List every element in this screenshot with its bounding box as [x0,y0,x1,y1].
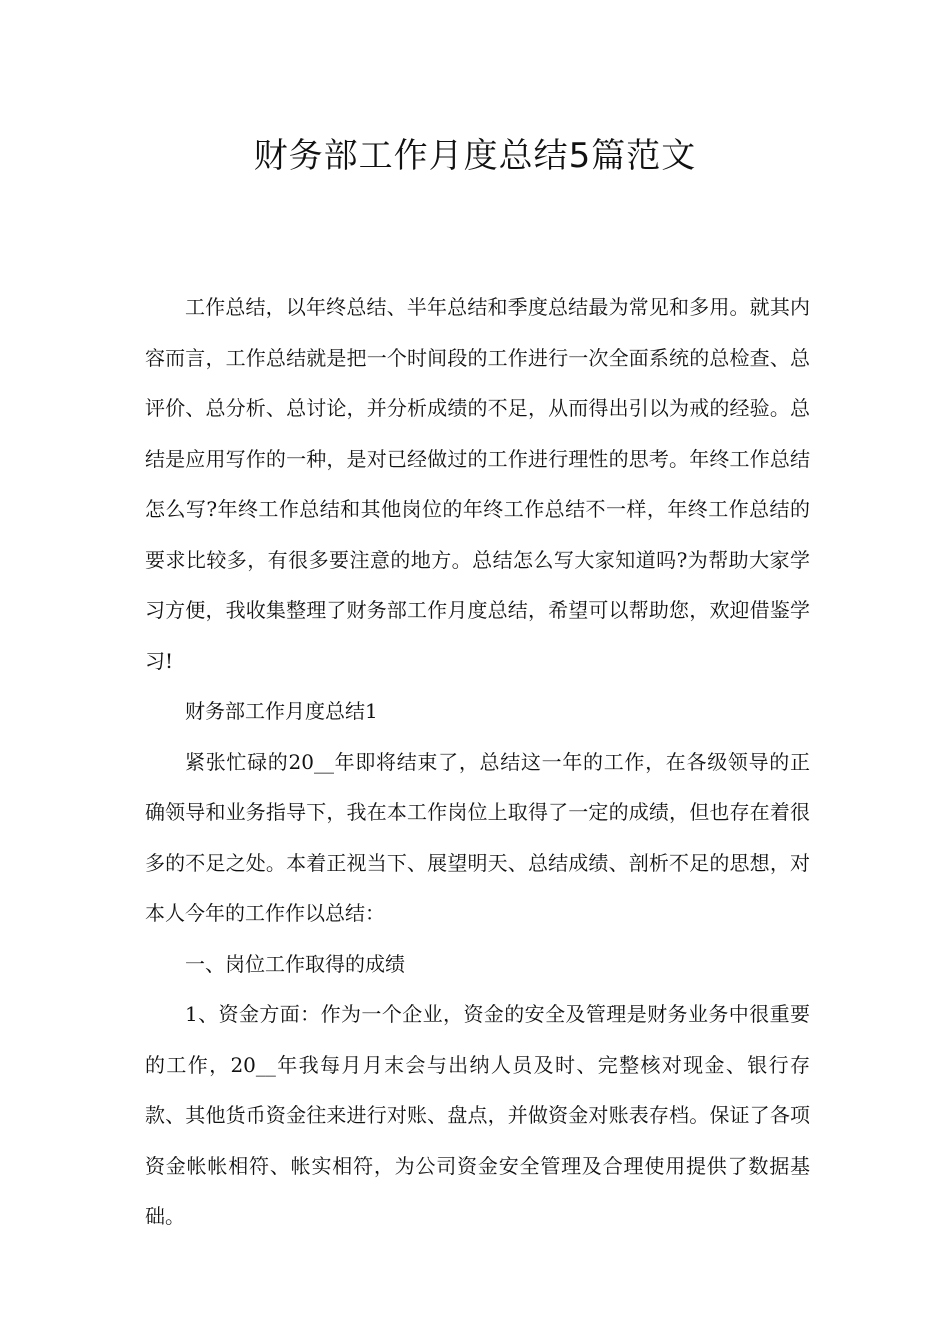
summary-1-opening-paragraph: 紧张忙碌的20__年即将结束了，总结这一年的工作，在各级领导的正确领导和业务指导下，我在本工作岗位上取得了一定的成绩，但也存在着很多的不足之处。本着正视当下、展望明天、总结成绩、剖析不足的思想，对本人今年的工作作以总结： [145,749,810,925]
funds-paragraph: 1、资金方面：作为一个企业，资金的安全及管理是财务业务中很重要的工作，20__年我每月月末会与出纳人员及时、完整核对现金、银行存款、其他货币资金往来进行对账、盘点，并做资金对账表存档。保证了各项资金帐帐相符、帐实相符，为公司资金安全管理及合理使用提供了数据基础。 [145,1002,810,1228]
document-title: 财务部工作月度总结5篇范文 [253,136,697,176]
section-heading-summary-1: 财务部工作月度总结1 [185,699,378,723]
document-body [145,282,810,1242]
intro-paragraph: 工作总结，以年终总结、半年总结和季度总结最为常见和多用。就其内容而言，工作总结就是把一个时间段的工作进行一次全面系统的总检查、总评价、总分析、总讨论，并分析成绩的不足，从而得出引以为戒的经验。总结是应用写作的一种，是对已经做过的工作进行理性的思考。年终工作总结怎么写?年终工作总结和其他岗位的年终工作总结不一样，年终工作总结的要求比较多，有很多要注意的地方。总结怎么写大家知道吗?为帮助大家学习方便，我收集整理了财务部工作月度总结，希望可以帮助您，欢迎借鉴学习! [145,295,810,673]
subsection-heading-achievements: 一、岗位工作取得的成绩 [185,951,405,976]
